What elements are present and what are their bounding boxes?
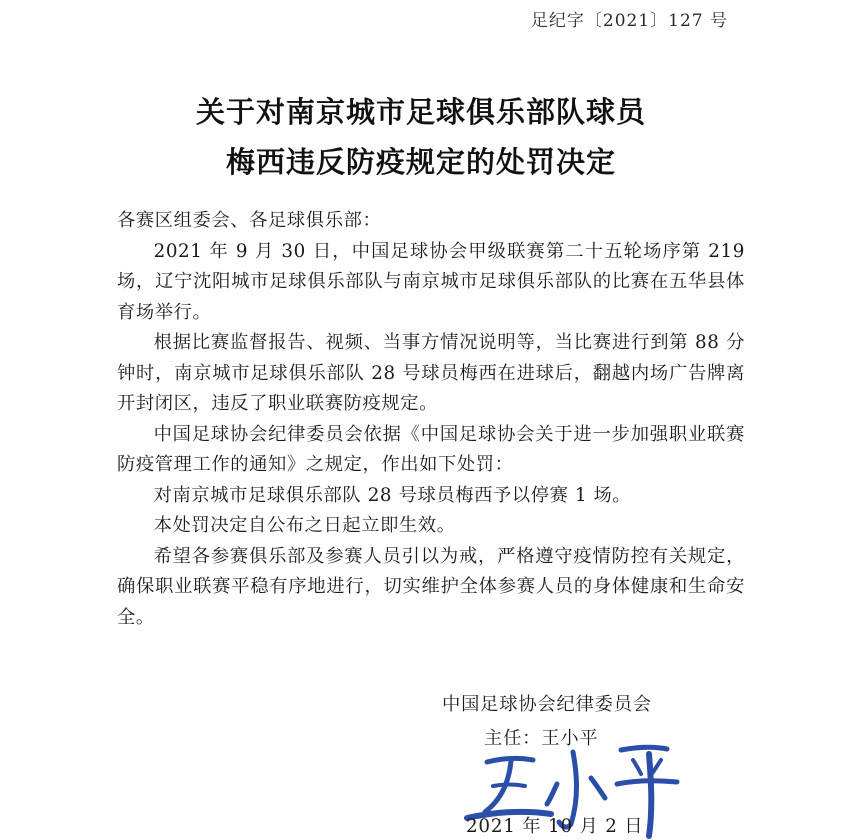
paragraph: 中国足球协会纪律委员会依据《中国足球协会关于进一步加强职业联赛防疫管理工作的通知》之规定，作出如下处罚： (117, 423, 745, 475)
paragraph: 2021 年 9 月 30 日，中国足球协会甲级联赛第二十五轮场序第 219 场，辽宁沈阳城市足球俱乐部队与南京城市足球俱乐部队的比赛在五华县体育场举行。 (117, 240, 745, 323)
issue-date: 2021 年 10 月 2 日 (466, 816, 644, 837)
document-number: 足纪字〔2021〕127 号 (530, 11, 728, 31)
signatory-title: 主任：王小平 (484, 728, 599, 749)
paragraph: 根据比赛监督报告、视频、当事方情况说明等，当比赛进行到第 88 分钟时，南京城市足球俱乐部队 28 号球员梅西在进球后，翻越内场广告牌离开封闭区，违反了职业联赛防疫规定。 (117, 332, 745, 414)
document-body (117, 206, 745, 633)
document-title-line-2: 梅西违反防疫规定的处罚决定 (225, 145, 616, 179)
paragraph: 本处罚决定自公布之日起立即生效。 (153, 515, 456, 536)
paragraph: 希望各参赛俱乐部及参赛人员引以为戒，严格遵守疫情防控有关规定，确保职业联赛平稳有序地进行，切实维护全体参赛人员的身体健康和生命安全。 (117, 545, 745, 628)
document-title-line-1: 关于对南京城市足球俱乐部队球员 (195, 95, 646, 129)
paragraph: 对南京城市足球俱乐部队 28 号球员梅西予以停赛 1 场。 (153, 484, 632, 506)
salutation: 各赛区组委会、各足球俱乐部： (117, 210, 382, 231)
issuing-organization: 中国足球协会纪律委员会 (442, 694, 652, 715)
